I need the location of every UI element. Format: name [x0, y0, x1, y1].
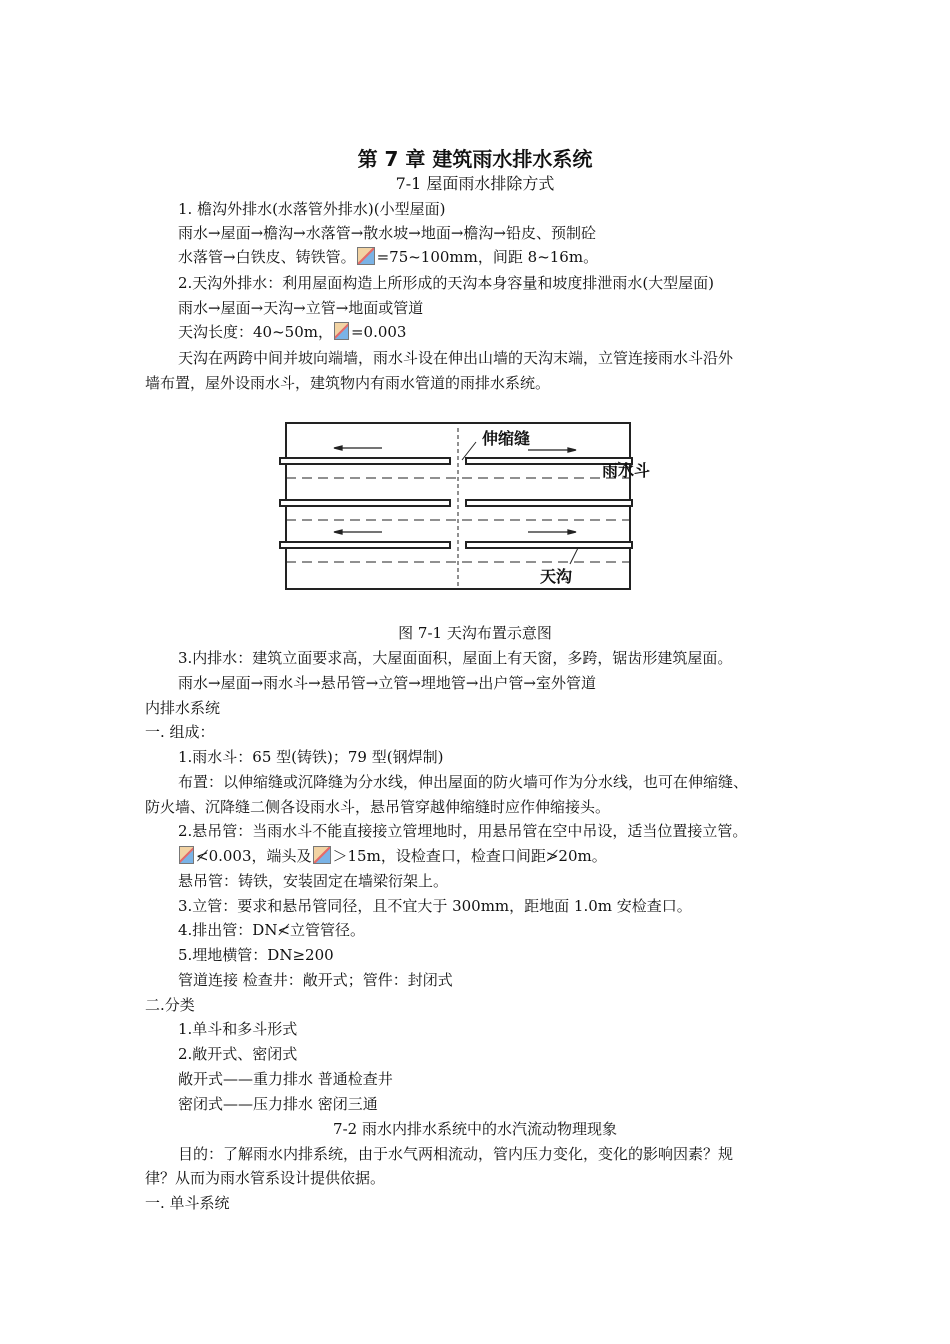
text-line: 敞开式——重力排水 普通检查井 [178, 1070, 393, 1088]
text-line: 雨水→屋面→雨水斗→悬吊管→立管→埋地管→出户管→室外管道 [178, 674, 596, 692]
text-line [178, 321, 406, 343]
text-line: 雨水→屋面→檐沟→水落管→散水坡→地面→檐沟→铅皮、预制砼 [178, 224, 596, 242]
gutter-left [280, 500, 450, 506]
text-fragment: 天沟长度：40~50m， [178, 323, 333, 341]
text-fragment: ＞15m，设检查口，检查口间距≯20m。 [332, 847, 607, 865]
text-line: 3.立管：要求和悬吊管同径，且不宜大于 300mm，距地面 1.0m 安检查口。 [178, 897, 692, 915]
heading-composition: 一. 组成： [145, 723, 215, 741]
text-line: 1.雨水斗：65 型(铸铁)；79 型(钢焊制) [178, 748, 444, 766]
text-line: 2.天沟外排水：利用屋面构造上所形成的天沟本身容量和坡度排泄雨水(大型屋面) [178, 274, 715, 292]
flow-arrowhead [334, 446, 342, 450]
flow-arrowhead [568, 530, 576, 534]
text-fragment: =75~100mm，间距 8~16m。 [376, 248, 599, 266]
text-line: 2.悬吊管：当雨水斗不能直接接立管埋地时，用悬吊管在空中吊设，适当位置接立管。 [178, 822, 748, 840]
slope-symbol-icon [313, 846, 331, 864]
chapter-title: 第 7 章 建筑雨水排水系统 [357, 147, 593, 171]
heading-classification: 二.分类 [145, 996, 195, 1014]
text-line: 布置：以伸缩缝或沉降缝为分水线，伸出屋面的防火墙可作为分水线，也可在伸缩缝、 [178, 773, 749, 791]
text-line: 管道连接 检查井：敞开式；管件：封闭式 [178, 971, 453, 989]
label-expansion-joint: 伸缩缝 [482, 429, 531, 448]
text-line: 2.敞开式、密闭式 [178, 1045, 298, 1063]
label-gutter: 天沟 [540, 567, 573, 586]
slope-symbol-icon [334, 322, 349, 340]
text-fragment: 水落管→白铁皮、铸铁管。 [178, 248, 356, 266]
gutter-right [466, 500, 632, 506]
diameter-symbol-icon [357, 247, 375, 265]
text-line: 雨水→屋面→天沟→立管→地面或管道 [178, 299, 424, 317]
text-line: 密闭式——压力排水 密闭三通 [178, 1095, 378, 1113]
text-line: 悬吊管：铸铁，安装固定在墙梁衍架上。 [178, 872, 449, 890]
gutter-left [280, 542, 450, 548]
text-line [178, 845, 607, 867]
gutter-left [280, 458, 450, 464]
heading-single-bucket: 一. 单斗系统 [145, 1194, 230, 1212]
text-line: 4.排出管：DN≮立管管径。 [178, 921, 366, 939]
text-line: 律？从而为雨水管系设计提供依据。 [145, 1169, 386, 1187]
gutter-layout-figure [278, 420, 651, 592]
text-line: 1. 檐沟外排水(水落管外排水)(小型屋面) [178, 200, 446, 218]
gutter-right [466, 542, 632, 548]
label-rain-drain: 雨水斗 [602, 461, 651, 480]
text-line: 墙布置，屋外设雨水斗，建筑物内有雨水管道的雨排水系统。 [145, 374, 551, 392]
text-fragment: ≮0.003，端头及 [196, 847, 312, 865]
text-line: 3.内排水：建筑立面要求高，大屋面面积，屋面上有天窗，多跨，锯齿形建筑屋面。 [178, 649, 733, 667]
flow-arrowhead [568, 448, 576, 452]
flow-arrowhead [334, 530, 342, 534]
section-title: 7-2 雨水内排水系统中的水汽流动物理现象 [333, 1120, 617, 1138]
gutter-diagram [278, 420, 651, 592]
text-line: 5.埋地横管：DN≥200 [178, 946, 334, 964]
figure-caption: 图 7-1 天沟布置示意图 [398, 624, 552, 642]
slope-symbol-icon [179, 846, 194, 864]
text-line: 目的：了解雨水内排系统，由于水气两相流动，管内压力变化，变化的影响因素？规 [178, 1145, 734, 1163]
section-title: 7-1 屋面雨水排除方式 [395, 174, 555, 193]
text-line [178, 246, 598, 268]
text-line: 内排水系统 [145, 699, 221, 717]
text-line: 1.单斗和多斗形式 [178, 1020, 298, 1038]
text-line: 防火墙、沉降缝二侧各设雨水斗，悬吊管穿越伸缩缝时应作伸缩接头。 [145, 798, 611, 816]
text-fragment: =0.003 [350, 323, 407, 341]
text-line: 天沟在两跨中间并坡向端墙，雨水斗设在伸出山墙的天沟末端，立管连接雨水斗沿外 [178, 349, 734, 367]
